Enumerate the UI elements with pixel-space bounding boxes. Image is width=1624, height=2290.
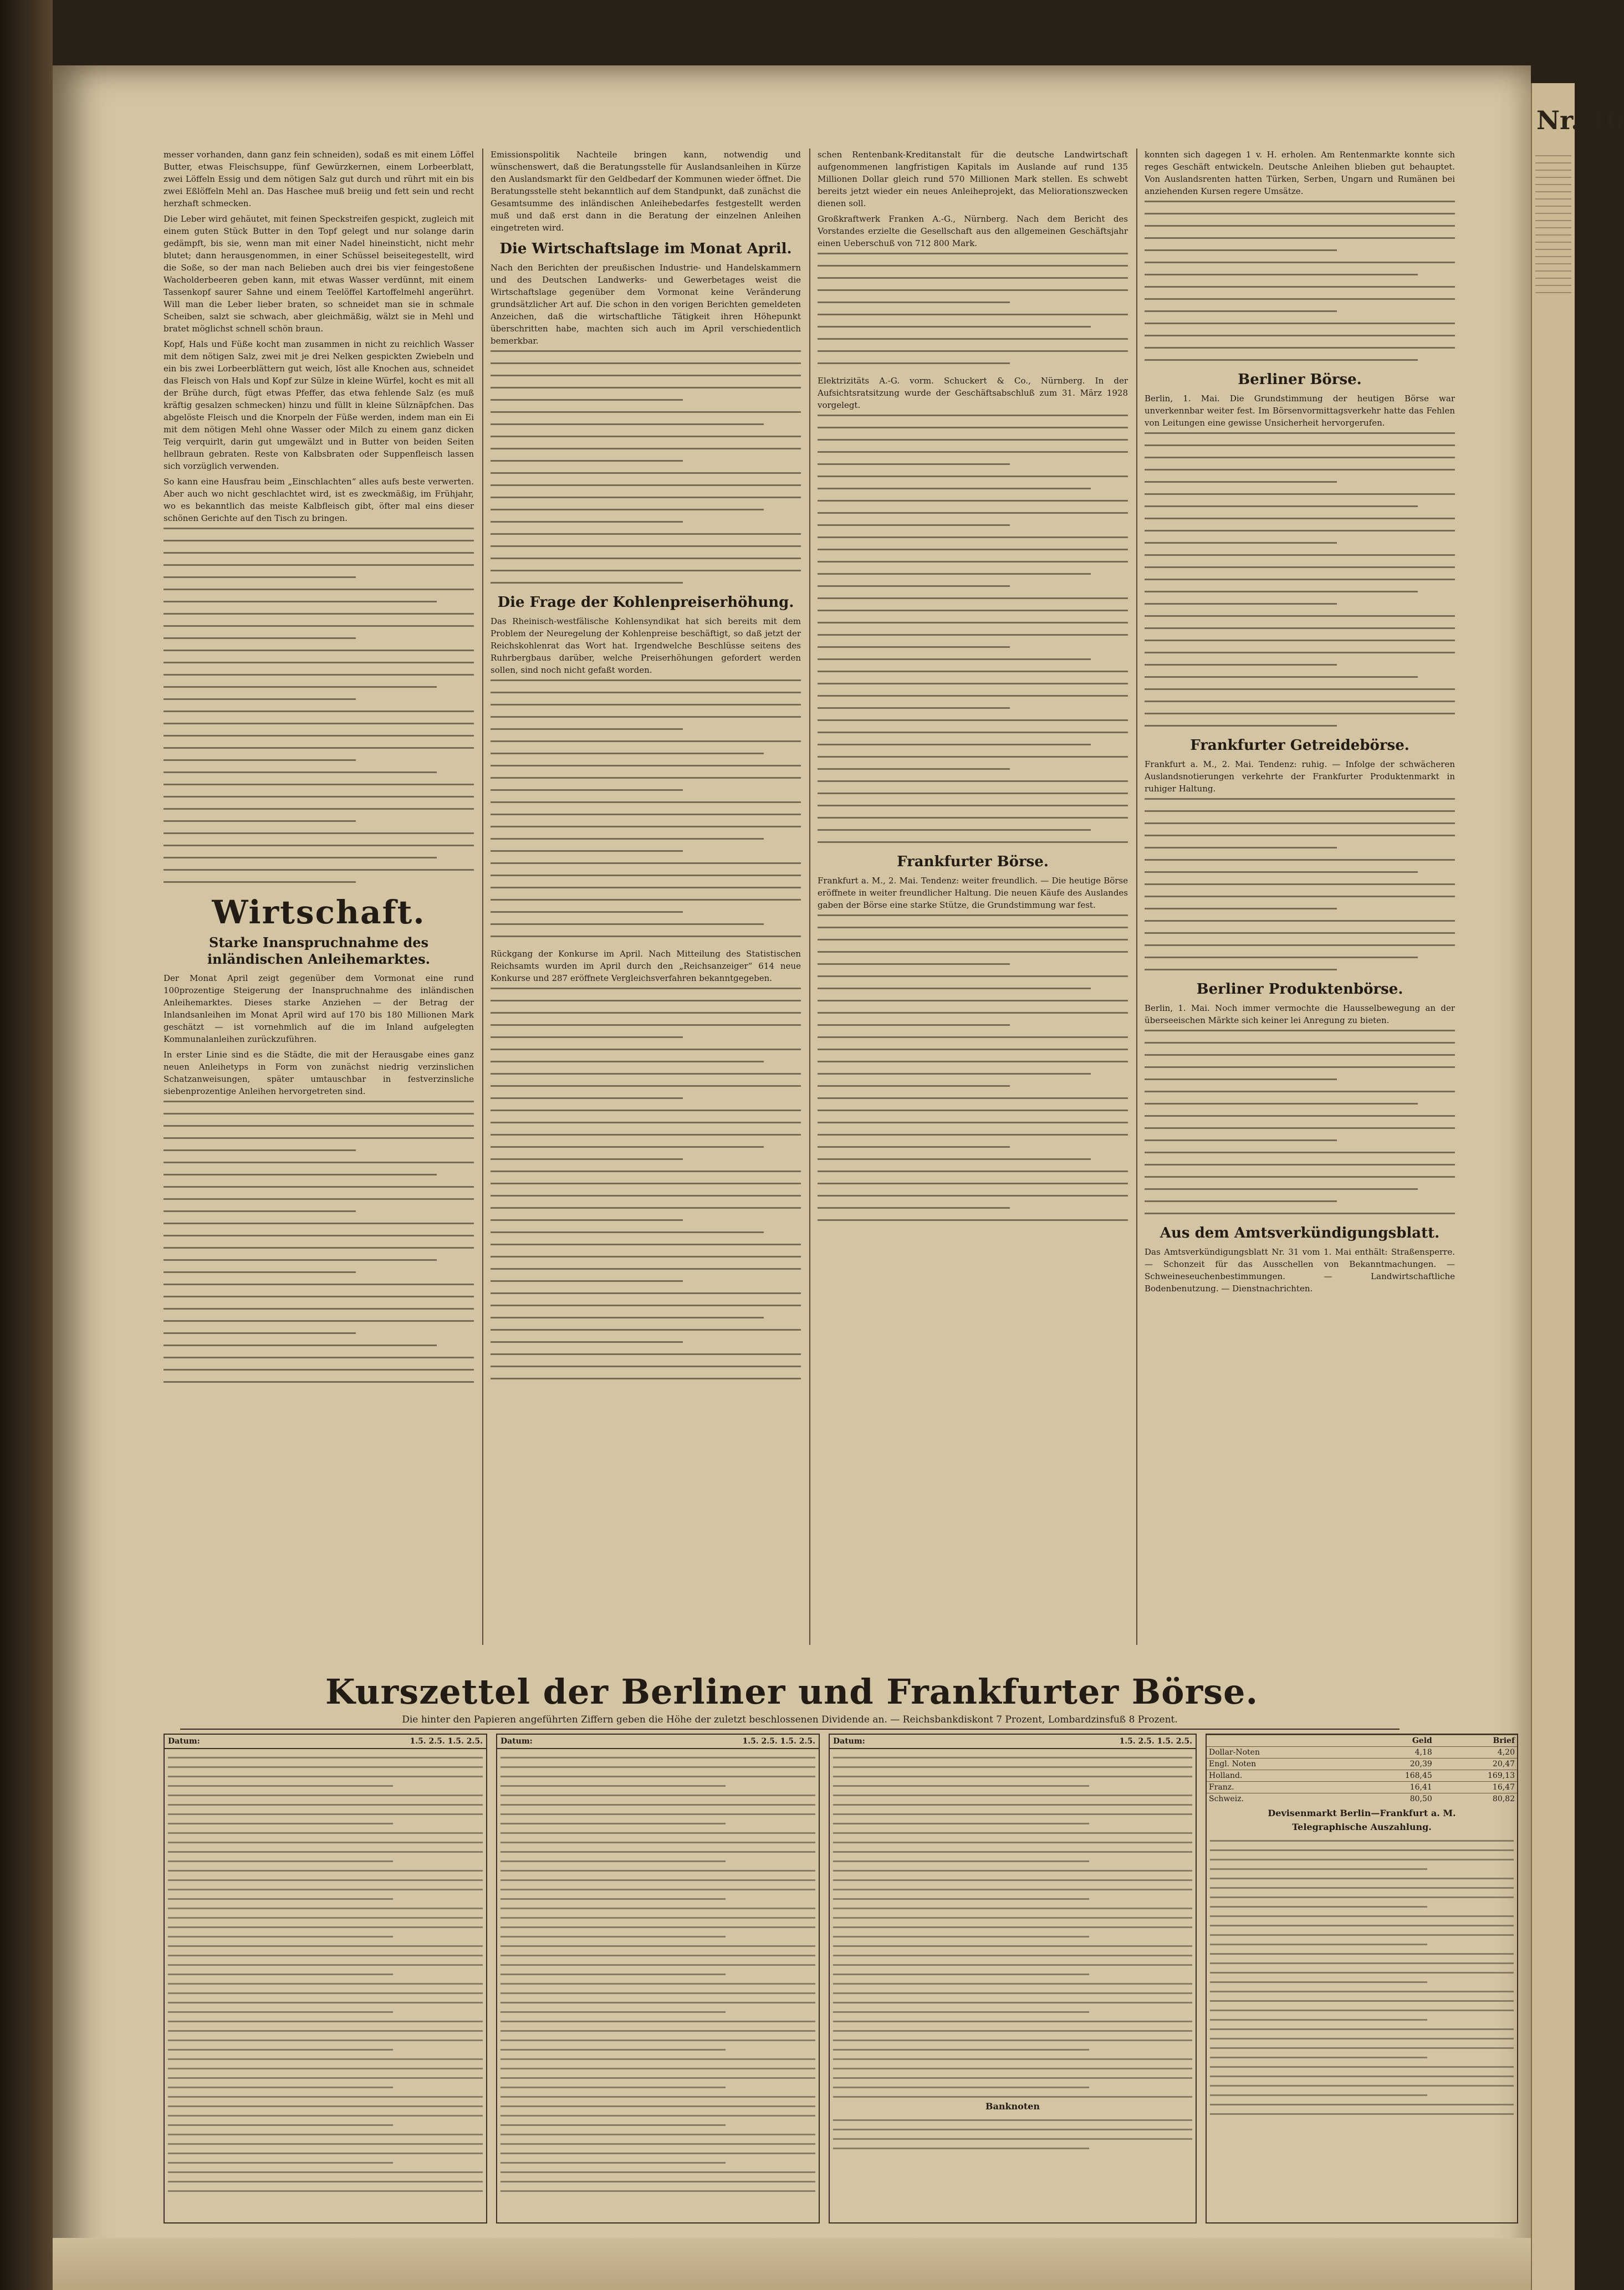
newspaper-page — [53, 65, 1531, 2290]
section-title: Frankfurter Börse. — [897, 853, 1049, 870]
section-title: Frankfurter Getreidebörse. — [1190, 737, 1409, 754]
paragraph: So kann eine Hausfrau beim „Einschlachten“ alles aufs beste verwerten. Aber auch wo nicht geschlachtet wird, ist es zweckmäßig, im Frühjahr, wo es bekanntlich das meiste Kalbfleisch gibt, öfter mal eins dieser schönen Gerichte auf den Tisch zu bringen. — [164, 477, 474, 523]
kurszettel-subtitle: Die hinter den Papieren angeführten Ziffern geben die Höhe der zuletzt beschlossenen Dividende an. — Reichsbankdiskont 7 Prozent, Lombardzinsfuß 8 Prozent. — [180, 1714, 1400, 1730]
section-title: Die Frage der Kohlenpreiserhöhung. — [497, 594, 794, 611]
paragraph: Das Amtsverkündigungsblatt Nr. 31 vom 1. Mai enthält: Straßensperre. — Schonzeit für das Ausschellen von Bekanntmachungen. — Schweineseuchenbestimmungen. — Landwirtschaftliche Bodenbenutzung. — Dienstnachrichten. — [1145, 1247, 1455, 1294]
telegraphische-heading: Telegraphische Auszahlung. — [1292, 1822, 1432, 1832]
paragraph: Berlin, 1. Mai. Noch immer vermochte die Hausselbewegung an der überseeischen Märkte sich keiner lei Anregung zu bieten. — [1145, 1003, 1455, 1025]
paragraph: Berlin, 1. Mai. Die Grundstimmung der heutigen Börse war unverkennbar weiter fest. Im Börsenvormittagsverkehr hatte das Fehlen von Leitungen eine gewisse Unsicherheit hervorgerufen. — [1145, 393, 1455, 428]
devisen-table — [1206, 1734, 1518, 2223]
kurs-table: Datum: 1.5. 2.5. 1.5. 2.5. — [496, 1734, 820, 2223]
kurs-table: Datum: 1.5. 2.5. 1.5. 2.5. Banknoten — [829, 1734, 1197, 2223]
kurszettel-title: Kurszettel der Berliner und Frankfurter Börse. — [325, 1672, 1259, 1712]
book-spine — [0, 0, 53, 2290]
article-title: Starke Inanspruchnahme des inländischen Anleihemarktes. — [207, 934, 430, 967]
next-page-edge — [1531, 83, 1624, 2290]
paragraph: Großkraftwerk Franken A.-G., Nürnberg. Nach dem Bericht des Vorstandes erzielte die Gesellschaft aus den allgemeinen Geschäftsjahr einen Ueberschuß von 712 800 Mark. — [818, 214, 1128, 248]
column-rule — [809, 149, 810, 1645]
column-rule — [482, 149, 483, 1645]
paragraph: Elektrizitäts A.-G. vorm. Schuckert & Co., Nürnberg. In der Aufsichtsratsitzung wurde der Geschäftsabschluß zum 31. März 1928 vorgelegt. — [818, 376, 1128, 410]
column-1 — [164, 149, 474, 1393]
section-title: Berliner Produktenbörse. — [1196, 981, 1403, 998]
section-title-wirtschaft: Wirtschaft. — [212, 893, 426, 931]
column-2 — [491, 149, 801, 1390]
paragraph: schen Rentenbank-Kreditanstalt für die deutsche Landwirtschaft aufgenommenen langfristigen Kapitals im Auslande auf rund 135 Millionen Dollar gleich rund 570 Millionen Mark stellen. Es schwebt bereits jetzt wieder ein neues Anleiheprojekt, das Meliorationszwecken dienen soll. — [818, 150, 1128, 208]
paragraph: Emissionspolitik Nachteile bringen kann, notwendig und wünschenswert, daß die Beratungsstelle für Auslandsanleihen in Kürze den Auslandsmarkt für den Geldbedarf der Kommunen wieder öffnet. Die Beratungsstelle steht bekanntlich auf dem Standpunkt, daß zunächst die Gesamtsumme des inländischen Anleihebedarfes festgestellt werden muß und daß erst dann in die Beratung der einzelnen Anleihen eingetreten wird. — [491, 150, 801, 233]
paragraph: Nach den Berichten der preußischen Industrie- und Handelskammern und des Deutschen Landwerks- und Gewerbetages weist die Wirtschaftslage gegenüber dem Vormonat keine Veränderung grundsätzlicher Art auf. Die schon in den vorigen Berichten gemeldeten Anzeichen, daß die wirtschaftliche Tätigkeit ihren Höhepunkt überschritten habe, machten sich auch im April verschiedentlich bemerkbar. — [491, 263, 801, 346]
paragraph: In erster Linie sind es die Städte, die mit der Herausgabe eines ganz neuen Anleihetyps in Form von zunächst niedrig verzinslichen Schatzanweisungen, später umtauschbar in festverzinsliche siebenprozentige Anleihen hervorgetreten sind. — [164, 1050, 474, 1096]
paragraph: Frankfurt a. M., 2. Mai. Tendenz: ruhig. — Infolge der schwächeren Auslandsnotierungen verkehrte der Frankfurter Produktenmarkt in ruhiger Haltung. — [1145, 759, 1455, 794]
paragraph: Rückgang der Konkurse im April. Nach Mitteilung des Statistischen Reichsamts wurden im April durch den „Reichsanzeiger“ 614 neue Konkurse und 287 eröffnete Vergleichsverfahren bekanntgegeben. — [491, 949, 801, 983]
paragraph: Die Leber wird gehäutet, mit feinen Speckstreifen gespickt, zugleich mit einem guten Stück Butter in den Topf gelegt und nur solange darin gedämpft, bis sie, wenn man mit einer Nadel hineinsticht, nicht mehr blutet; dann herausgenommen, in einer Schüssel beiseitegestellt, wird die Soße, so der man nach Belieben auch drei bis vier feingestoßene Wacholderbeeren geben kann, mit etwas Wasser verdünnt, mit einem Tassenkopf saurer Sahne und einem Teelöffel Kartoffelmehl angerührt. Will man die Leber lieber braten, so schneidet man sie in schmale Scheiben, salzt sie schwach, aber gleichmäßig, wälzt sie in Mehl und bratet möglichst schnell schön braun. — [164, 214, 474, 334]
column-rule — [1136, 149, 1137, 1645]
section-title: Berliner Börse. — [1238, 371, 1362, 388]
column-3 — [818, 149, 1128, 1231]
paragraph: Kopf, Hals und Füße kocht man zusammen in nicht zu reichlich Wasser mit dem nötigen Salz, zwei mit je drei Nelken gespickten Zwiebeln und ein bis zwei Lorbeerblättern gut weich, löst alle Knochen aus, schneidet das Fleisch von Hals und Kopf zur Sülze in kleine Würfel, kocht es mit all der Brühe durch, fügt etwas Pfeffer, das etwa fehlende Salz (es muß kräftig gesalzen schmecken) hinzu und füllt in kleine Sülznäpfchen. Das abgelöste Fleisch und die Knorpeln der Füße werden, indem man ein Ei mit dem nötigen Mehl ohne Wasser oder Milch zu einem ganz dicken Teig verquirlt, darin gut umgewälzt und in Butter von beiden Seiten hellbraun gebraten. Reste von Kalbsbraten oder Suppenfleisch lassen sich vorzüglich verwenden. — [164, 339, 474, 471]
column-4 — [1145, 149, 1455, 1298]
page-bottom-margin — [53, 2238, 1531, 2290]
paragraph: konnten sich dagegen 1 v. H. erholen. Am Rentenmarkte konnte sich reges Geschäft entwickeln. Deutsche Anleihen blieben gut behauptet. Von Auslandsrenten hatten Türken, Serben, Ungarn und Rumänen bei anziehenden Kursen regere Umsätze. — [1145, 150, 1455, 196]
banknoten-heading: Banknoten — [985, 2101, 1040, 2112]
devisen-heading: Devisenmarkt Berlin—Frankfurt a. M. — [1268, 1808, 1456, 1818]
section-title: Aus dem Amtsverkündigungsblatt. — [1160, 1225, 1440, 1241]
fx-table: Geld Brief Dollar-Noten 4,18 4,20 Engl. Noten 20,39 20,47 Holland. 168,45 169,13 Franz. 16,41 16,47 Schweiz. 80,50 80,82 — [1207, 1735, 1517, 1805]
section-title: Die Wirtschaftslage im Monat April. — [499, 241, 792, 257]
kurs-table: Datum: 1.5. 2.5. 1.5. 2.5. — [164, 1734, 487, 2223]
paragraph: Frankfurt a. M., 2. Mai. Tendenz: weiter freundlich. — Die heutige Börse eröffnete in weiter freundlicher Haltung. Die neuen Käufe des Auslandes gaben der Börse eine starke Stütze, die Grundstimmung war fest. — [818, 876, 1128, 910]
paragraph: Der Monat April zeigt gegenüber dem Vormonat eine rund 100prozentige Steigerung der Inanspruchnahme des inländischen Anleihemarktes. Dieses starke Anziehen — der Betrag der Inlandsanleihen im Monat April wird auf 170 bis 180 Millionen Mark geschätzt — ist vornehmlich auf die im Inland aufgelegten Kommunalanleihen zurückzuführen. — [164, 973, 474, 1044]
paragraph: Das Rheinisch-westfälische Kohlensyndikat hat sich bereits mit dem Problem der Neuregelung der Kohlenpreise beschäftigt, so daß jetzt der Reichskohlenrat das Wort hat. Irgendwelche Beschlüsse seitens des Ruhrbergbaus darüber, welche Preiserhöhungen gefordert werden sollen, sind noch nicht gefaßt worden. — [491, 616, 801, 675]
paragraph: messer vorhanden, dann ganz fein schneiden), sodaß es mit einem Löffel Butter, etwas Fleischsuppe, fünf Gewürzkernen, einem Lorbeerblatt, zwei Löffeln Essig und dem nötigen Salz gut durch und rührt mit ein bis zwei Eßlöffeln Mehl an. Das Haschee muß breiig und fett sein und recht herzhaft schmecken. — [164, 150, 474, 208]
next-page-number: Nr. 10 — [1536, 105, 1624, 135]
